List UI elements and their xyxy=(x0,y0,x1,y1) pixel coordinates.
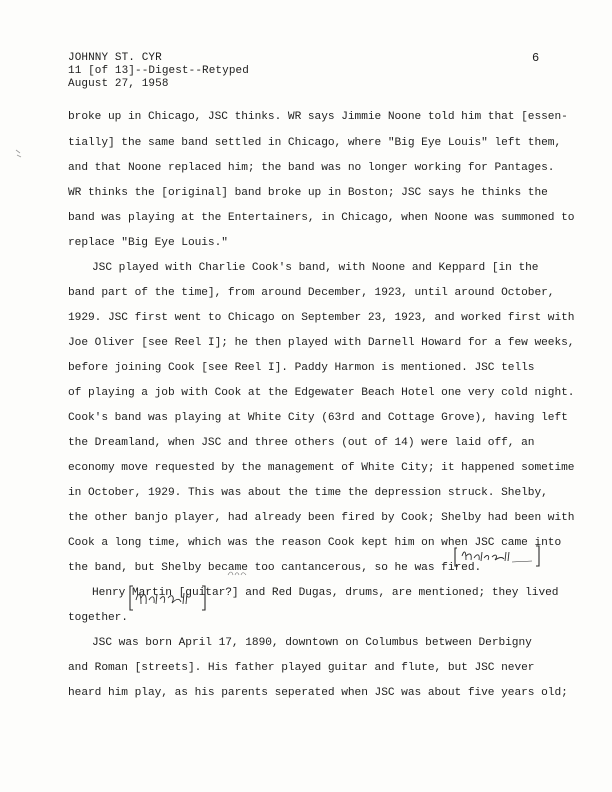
body-line-14: the Dreamland, when JSC and three others (out of 14) were laid off, an xyxy=(68,437,535,449)
body-line-10: Joe Oliver [see Reel I]; he then played with Darnell Howard for a few weeks, xyxy=(68,337,575,349)
body-line-1: broke up in Chicago, JSC thinks. WR says Jimmie Noone told him that [essen- xyxy=(68,111,568,123)
body-line-23: and Roman [streets]. His father played guitar and flute, but JSC never xyxy=(68,662,535,674)
body-line-20: Henry Martin [guitar?] and Red Dugas, drums, are mentioned; they lived xyxy=(92,587,559,599)
body-line-7: JSC played with Charlie Cook's band, with Noone and Keppard [in the xyxy=(92,262,539,274)
body-line-13: Cook's band was playing at White City (63rd and Cottage Grove), having left xyxy=(68,412,568,424)
header-date: August 27, 1958 xyxy=(68,78,169,90)
body-line-17: the other banjo player, had already been fired by Cook; Shelby had been with xyxy=(68,512,575,524)
body-line-18: Cook a long time, which was the reason Cook kept him on when JSC came into xyxy=(68,537,562,549)
page-number: 6 xyxy=(532,51,540,65)
body-line-4: WR thinks the [original] band broke up in Boston; JSC says he thinks the xyxy=(68,187,548,199)
margin-mark-icon xyxy=(14,148,24,160)
body-line-22: JSC was born April 17, 1890, downtown on Columbus between Derbigny xyxy=(92,637,532,649)
header-name: JOHNNY ST. CYR xyxy=(68,52,162,64)
body-line-6: replace "Big Eye Louis." xyxy=(68,237,228,249)
body-line-19: the band, but Shelby became too cantancerous, so he was fired. xyxy=(68,562,482,574)
body-line-9: 1929. JSC first went to Chicago on September 23, 1923, and worked first with xyxy=(68,312,575,324)
body-line-8: band part of the time], from around December, 1923, until around October, xyxy=(68,287,555,299)
body-line-12: of playing a job with Cook at the Edgewater Beach Hotel one very cold night. xyxy=(68,387,575,399)
body-line-2: tially] the same band settled in Chicago, where "Big Eye Louis" left them, xyxy=(68,137,562,149)
body-line-11: before joining Cook [see Reel I]. Paddy Harmon is mentioned. JSC tells xyxy=(68,362,535,374)
body-line-16: in October, 1929. This was about the time the depression struck. Shelby, xyxy=(68,487,548,499)
body-line-15: economy move requested by the management of White City; it happened sometime xyxy=(68,462,575,474)
body-line-21: together. xyxy=(68,612,128,624)
body-line-3: and that Noone replaced him; the band was no longer working for Pantages. xyxy=(68,162,555,174)
header-reel: 11 [of 13]--Digest--Retyped xyxy=(68,65,249,77)
body-line-24: heard him play, as his parents seperated when JSC was about five years old; xyxy=(68,687,568,699)
body-line-5: band was playing at the Entertainers, in Chicago, when Noone was summoned to xyxy=(68,212,575,224)
